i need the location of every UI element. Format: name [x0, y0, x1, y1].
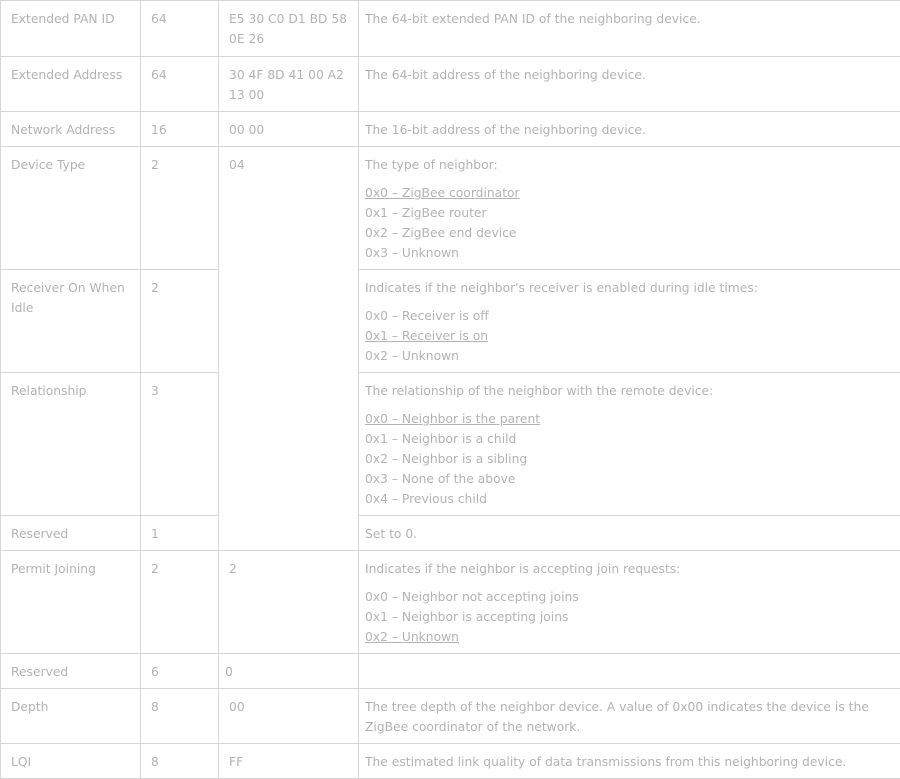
- option-selected: 0x0 – Neighbor is the parent: [365, 409, 894, 429]
- field-value: E5 30 C0 D1 BD 58 0E 26: [219, 1, 359, 57]
- field-description: [359, 147, 900, 270]
- description-text: The type of neighbor:: [365, 158, 498, 172]
- table-row: [1, 57, 900, 112]
- option: 0x0 – Neighbor not accepting joins: [365, 587, 894, 607]
- option-selected: 0x0 – ZigBee coordinator: [365, 183, 894, 203]
- field-bits: 2: [141, 270, 219, 373]
- table-row: [1, 373, 900, 516]
- table-row: [1, 516, 900, 551]
- field-description: [359, 373, 900, 516]
- field-description: The tree depth of the neighbor device. A value of 0x00 indicates the device is the ZigBee coordinator of the network.: [359, 689, 900, 744]
- field-value: 00 00: [219, 112, 359, 147]
- field-description: The 64-bit address of the neighboring device.: [359, 57, 900, 112]
- field-name: Depth: [1, 689, 141, 744]
- field-name: Device Type: [1, 147, 141, 270]
- field-value: 2: [219, 551, 359, 654]
- field-bits: 64: [141, 1, 219, 57]
- field-description: Set to 0.: [359, 516, 900, 551]
- option: 0x1 – Neighbor is a child: [365, 429, 894, 449]
- field-description: [359, 654, 900, 689]
- field-value: 04: [219, 147, 359, 551]
- field-name: Extended PAN ID: [1, 1, 141, 57]
- field-bits: 3: [141, 373, 219, 516]
- field-bits: 16: [141, 112, 219, 147]
- table-row: [1, 1, 900, 57]
- field-value: FF: [219, 744, 359, 779]
- table-row: [1, 112, 900, 147]
- description-text: Indicates if the neighbor is accepting join requests:: [365, 562, 680, 576]
- field-description: The estimated link quality of data transmissions from this neighboring device.: [359, 744, 900, 779]
- field-value: 00: [219, 689, 359, 744]
- option: 0x2 – ZigBee end device: [365, 223, 894, 243]
- field-name: Network Address: [1, 112, 141, 147]
- field-description: The 16-bit address of the neighboring device.: [359, 112, 900, 147]
- field-bits: 6: [141, 654, 219, 689]
- option: 0x1 – Neighbor is accepting joins: [365, 607, 894, 627]
- description-text: Indicates if the neighbor's receiver is enabled during idle times:: [365, 281, 758, 295]
- field-name: Permit Joining: [1, 551, 141, 654]
- table-row: [1, 689, 900, 744]
- field-name: Reserved: [1, 516, 141, 551]
- field-bits: 64: [141, 57, 219, 112]
- option: 0x0 – Receiver is off: [365, 306, 894, 326]
- field-name: Extended Address: [1, 57, 141, 112]
- field-description: The 64-bit extended PAN ID of the neighboring device.: [359, 1, 900, 57]
- option: 0x3 – None of the above: [365, 469, 894, 489]
- field-name: Receiver On When Idle: [1, 270, 141, 373]
- field-bits: 2: [141, 147, 219, 270]
- option-selected: 0x2 – Unknown: [365, 627, 894, 647]
- table-row: [1, 270, 900, 373]
- table-row: [1, 744, 900, 779]
- field-name: Relationship: [1, 373, 141, 516]
- option-list: [365, 409, 894, 509]
- table-row: [1, 551, 900, 654]
- option: 0x4 – Previous child: [365, 489, 894, 509]
- option-list: [365, 183, 894, 263]
- description-text: The relationship of the neighbor with the remote device:: [365, 384, 713, 398]
- field-bits: 1: [141, 516, 219, 551]
- field-bits: 8: [141, 744, 219, 779]
- option-selected: 0x1 – Receiver is on: [365, 326, 894, 346]
- field-description: [359, 270, 900, 373]
- option: 0x2 – Neighbor is a sibling: [365, 449, 894, 469]
- field-value: 30 4F 8D 41 00 A2 13 00: [219, 57, 359, 112]
- field-name: LQI: [1, 744, 141, 779]
- option-list: [365, 587, 894, 647]
- option: 0x2 – Unknown: [365, 346, 894, 366]
- option: 0x1 – ZigBee router: [365, 203, 894, 223]
- table-row: [1, 654, 900, 689]
- field-description: [359, 551, 900, 654]
- field-bits: 8: [141, 689, 219, 744]
- table-row: [1, 147, 900, 270]
- option: 0x3 – Unknown: [365, 243, 894, 263]
- field-name: Reserved: [1, 654, 141, 689]
- field-value: 0: [219, 654, 359, 689]
- field-bits: 2: [141, 551, 219, 654]
- option-list: [365, 306, 894, 366]
